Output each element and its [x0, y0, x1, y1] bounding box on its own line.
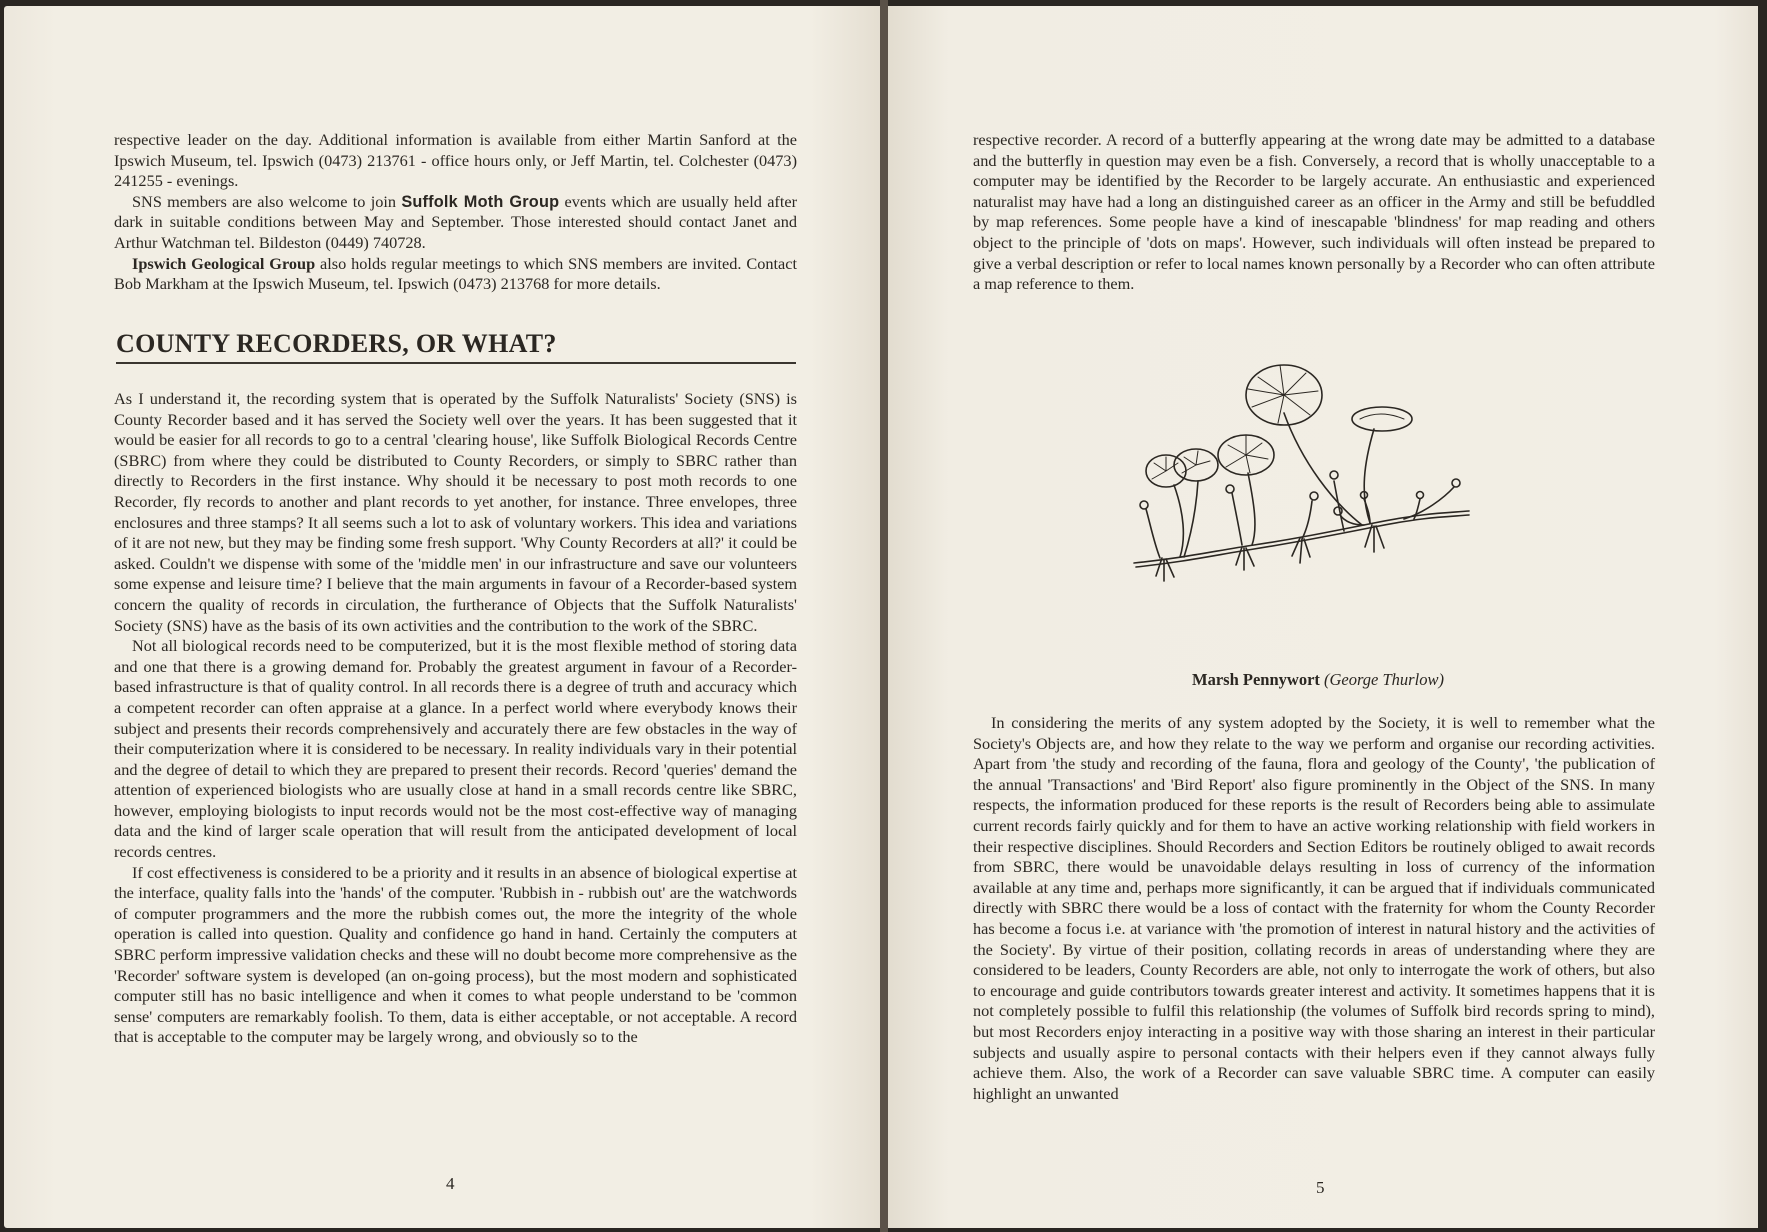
body-paragraph-right: In considering the merits of any system adopted by the Society, it is well to remember what the Society's Objects are, and how they relate to the way we perform and organise our recording activities. Apart from 'the study and recording of the fauna, flora and geology of the County', 'the publication of the annual 'Transactions' and 'Bird Report' also figure prominently in the Object of the SNS. In many respects, the information produced for these reports is the result of Recorders being able to assimulate current records fairly quickly and for them to have an active working relationship with field workers in their respective disciplines. Should Recorders and Section Editors be routinely obliged to await records from SBRC, there would be unavoidable delays resulting in loss of currency of the information available at any time and, perhaps more significantly, it can be argued that if individuals communicated directly with SBRC there would be a loss of contact with the fraternity for whom the County Recorder has become a focus i.e. at variance with 'the promotion of interest in natural history and the activities of the Society'. By virtue of their position, collating records in areas of understanding where they are considered to be leaders, County Recorders are able, not only to interrogate the work of others, but also to encourage and guide contributors towards greater interest and activity. It sometimes happens that it is not completely possible to fulfil this relationship (the volumes of Suffolk bird records spring to mind), but most Recorders enjoy interacting in a positive way with those sharing an interest in their particular subjects and usually aspire to personal contacts with their helpers even if they cannot always fully achieve them. Also, the work of a Recorder can save valuable SBRC time. A computer can easily highlight an unwanted	[973, 713, 1655, 1103]
intro-p2-text-after: events which are usually held after dark in suitable conditions between May and September. Those interested should contact Janet and Arthur Watchman tel. Bildeston (0449) 740728.	[114, 191, 798, 252]
intro-paragraph-3	[114, 254, 797, 295]
left-page	[4, 6, 880, 1228]
section-heading: COUNTY RECORDERS, OR WHAT?	[116, 329, 796, 364]
intro-paragraph-1: respective leader on the day. Additional information is available from either Martin Sanford at the Ipswich Museum, tel. Ipswich (0473) 213761 - office hours only, or Jeff Martin, tel. Colchester (0473) 241255 - evenings.	[114, 130, 797, 191]
body-paragraph-1: As I understand it, the recording system that is operated by the Suffolk Naturalists' Society (SNS) is County Recorder based and it has served the Society well over the years. It has been suggested that it would be easier for all records to go to a central 'clearing house', like Suffolk Biological Records Centre (SBRC) from where they could be distributed to County Recorders, or simply to SBRC rather than directly to Recorders in the first instance. Why should it be necessary to post moth records to one Recorder, fly records to another and plant records to yet another, for instance. Three envelopes, three enclosures and three stamps? It all seems such a lot to ask of voluntary workers. This idea and variations of it are not new, but they may be finding some fresh support. 'Why County Recorders at all?' it could be asked. Couldn't we dispense with some of the 'middle men' in our infrastructure and save our volunteers some expense and leisure time? I believe that the main arguments in favour of a Recorder-based system concern the quality of records in circulation, the furtherance of Objects that the Suffolk Naturalists' Society (SNS) have as the basis of its own activities and the contribution to the work of the SBRC.	[114, 389, 797, 635]
right-page	[888, 6, 1758, 1228]
geological-group-name: Ipswich Geological Group	[132, 253, 316, 273]
intro-p3-text-after: also holds regular meetings to which SNS members are invited. Contact Bob Markham at the Ipswich Museum, tel. Ipswich (0473) 213768 for more details.	[114, 253, 798, 294]
caption-credit: (George Thurlow)	[1324, 670, 1444, 689]
article-body-left	[114, 389, 797, 1048]
moth-group-name: Suffolk Moth Group	[401, 192, 560, 211]
marsh-pennywort-illustration	[1124, 353, 1474, 603]
body-paragraph-2: Not all biological records need to be computerized, but it is the most flexible method of storing data and one that there is a growing demand for. Probably the greatest argument in favour of a Recorder-based infrastructure is that of quality control. In all records there is a degree of truth and accuracy which a competent recorder can often appraise at a glance. In a perfect world where everybody knows their subject and presents their records comprehensively and accurately there are few obstacles in the way of their computerization where it is considered to be necessary. In reality individuals vary in their potential and the degree of detail to which they are prepared to present their records. Record 'queries' demand the attention of experienced biologists who are usually close at hand in a small records centre like SBRC, however, employing biologists to input records would not be the most cost-effective way of managing data and the kind of larger scale operation that will result from the anticipated development of local records centres.	[114, 636, 797, 862]
article-body-right	[973, 713, 1655, 1104]
continued-text	[973, 130, 1655, 295]
intro-p2-text-before: SNS members are also welcome to join	[132, 191, 402, 211]
page-number-left: 4	[446, 1174, 455, 1193]
intro-paragraph-2	[114, 192, 797, 254]
book-gutter	[880, 0, 888, 1232]
page-number-right: 5	[1316, 1178, 1325, 1197]
intro-text	[114, 130, 797, 295]
continued-paragraph: respective recorder. A record of a butterfly appearing at the wrong date may be admitted to a database and the butterfly in question may even be a fish. Conversely, a record that is wholly unacceptable to a computer may be identified by the Recorder to be largely accurate. An enthusiastic and experienced naturalist may have had a long an distinguished career as an officer in the Army and still be befuddled by map references. Some people have a kind of inescapable 'blindness' for map reading and others object to the principle of 'dots on maps'. However, such individuals will often instead be prepared to give a verbal description or refer to local names known personally by a Recorder who can often attribute a map reference to them.	[973, 130, 1655, 294]
body-paragraph-3: If cost effectiveness is considered to be a priority and it results in an absence of biological expertise at the interface, quality falls into the 'hands' of the computer. 'Rubbish in - rubbish out' are the watchwords of computer programmers and the more the rubbish comes out, the more the integrity of the whole operation is called into question. Quality and confidence go hand in hand. Certainly the computers at SBRC perform impressive validation checks and these will no doubt become more comprehensive as the 'Recorder' software system is developed (an on-going process), but the most modern and sophisticated computer still has no basic intelligence and when it comes to what people understand to be 'common sense' computers are remarkably foolish. To them, data is either acceptable, or not acceptable. A record that is acceptable to the computer may be largely wrong, and obviously so to the	[114, 862, 797, 1047]
figure-caption	[1048, 670, 1588, 690]
caption-title: Marsh Pennywort	[1192, 670, 1320, 689]
